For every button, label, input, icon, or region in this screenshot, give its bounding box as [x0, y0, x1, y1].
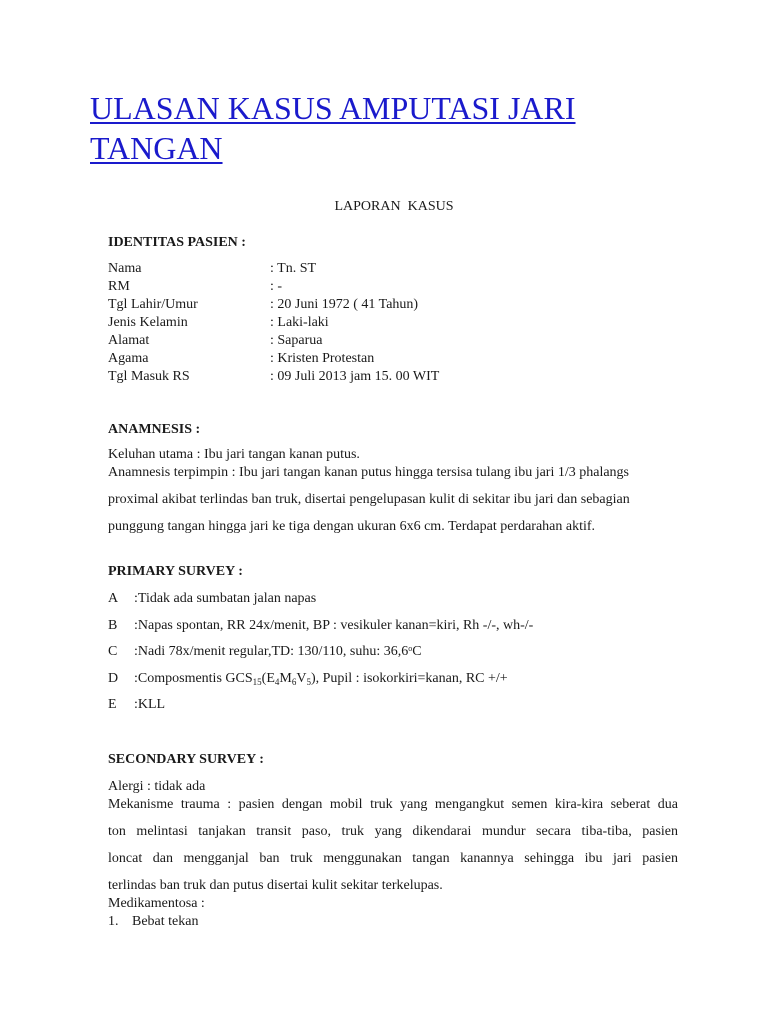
survey-text-part: C	[412, 644, 422, 659]
gcs-e-value: 4	[274, 676, 280, 687]
allergy-block	[108, 778, 678, 796]
survey-text-part: ), Pupil : isokorkiri=kanan, RC +/+	[310, 670, 508, 686]
survey-letter: B	[108, 617, 118, 633]
identity-value: : 20 Juni 1972 ( 41 Tahun)	[270, 297, 419, 312]
mechanism-block	[108, 796, 678, 895]
survey-text	[134, 644, 422, 660]
survey-text-part: :Nadi 78x/menit regular,TD: 130/110, suhu: 36,6	[134, 644, 409, 659]
anamnesis-line: proximal akibat terlindas ban truk, disertai pengelupasan kulit di sekitar ibu jari dan sebagian	[108, 492, 630, 507]
survey-item	[108, 591, 533, 618]
title-line-2: TANGAN	[90, 130, 223, 166]
mechanism-line: loncat dan mengganjal ban truk menggunakan tangan kanannya sehingga ibu jari pasien	[108, 851, 678, 866]
mechanism-line: terlindas ban truk dan putus disertai kulit sekitar terkelupas.	[108, 878, 443, 893]
survey-text: :KLL	[134, 697, 166, 712]
anamnesis-heading: ANAMNESIS :	[108, 422, 201, 437]
identity-value: : Kristen Protestan	[270, 351, 375, 366]
identity-heading: IDENTITAS PASIEN :	[108, 235, 246, 250]
identity-label: Agama	[108, 351, 149, 366]
identity-label: Tgl Lahir/Umur	[108, 297, 198, 312]
identity-label: RM	[108, 279, 130, 294]
survey-text: :Tidak ada sumbatan jalan napas	[134, 591, 317, 606]
identity-label: Nama	[108, 261, 142, 276]
identity-row	[108, 350, 439, 368]
survey-item	[108, 671, 533, 698]
identity-value: : Laki-laki	[270, 315, 329, 330]
survey-letter: A	[108, 591, 119, 606]
title-line-1: ULASAN KASUS AMPUTASI JARI	[90, 90, 576, 126]
identity-row	[108, 296, 439, 314]
identity-label: Tgl Masuk RS	[108, 369, 190, 384]
identity-row	[108, 278, 439, 296]
mechanism-line: ton melintasi tanjakan transit paso, truk yang dikendarai mundur secara tiba-tiba, pasien	[108, 824, 678, 839]
gcs-v: V	[296, 670, 307, 686]
identity-label: Alamat	[108, 333, 150, 348]
gcs-e: E	[266, 670, 275, 686]
secondary-survey-heading: SECONDARY SURVEY :	[108, 752, 264, 767]
identity-row	[108, 332, 439, 350]
medication-item	[108, 913, 678, 931]
gcs-m-value: 6	[291, 676, 297, 687]
anamnesis-complaint: Keluhan utama : Ibu jari tangan kanan putus.	[108, 447, 360, 462]
survey-item	[108, 644, 533, 671]
report-heading-text: LAPORAN KASUS	[334, 199, 454, 214]
survey-text: :Napas spontan, RR 24x/menit, BP : vesikuler kanan=kiri, Rh -/-, wh-/-	[134, 617, 534, 633]
survey-item	[108, 697, 533, 724]
anamnesis-complaint-block	[108, 446, 678, 464]
gcs-prefix: :Composmentis GCS	[134, 670, 253, 686]
gcs-m: M	[279, 670, 292, 686]
identity-value: : -	[270, 279, 283, 294]
identity-row	[108, 260, 439, 278]
survey-letter: D	[108, 670, 119, 686]
primary-survey-heading: PRIMARY SURVEY :	[108, 564, 243, 579]
document-title	[90, 88, 650, 168]
identity-row	[108, 314, 439, 332]
anamnesis-line: Anamnesis terpimpin : Ibu jari tangan kanan putus hingga tersisa tulang ibu jari 1/3 phalangs	[108, 465, 630, 480]
survey-text: :Composmentis $GCS_{15}(E_4M_6V_5)$, Pupil : isokorkiri=kanan, RC +/+	[134, 670, 508, 687]
identity-row	[108, 368, 439, 386]
primary-survey-list	[108, 591, 533, 724]
anamnesis-guided-block	[108, 464, 678, 545]
allergy-text: Alergi : tidak ada	[108, 779, 206, 794]
identity-value: : Saparua	[270, 333, 323, 348]
anamnesis-line: punggung tangan hingga jari ke tiga dengan ukuran 6x6 cm. Terdapat perdarahan aktif.	[108, 519, 596, 534]
identity-value: : 09 Juli 2013 jam 15. 00 WIT	[270, 369, 440, 384]
medication-text: Bebat tekan	[132, 914, 199, 929]
gcs-v-value: 5	[306, 676, 311, 687]
medication-block	[108, 895, 678, 931]
degree-mark: o	[408, 644, 413, 653]
identity-table	[108, 260, 439, 386]
medication-number: 1.	[108, 914, 119, 929]
identity-label: Jenis Kelamin	[108, 315, 188, 330]
identity-value: : Tn. ST	[270, 261, 317, 276]
survey-item	[108, 618, 533, 645]
survey-letter: E	[108, 697, 117, 712]
gcs-score: 15	[252, 676, 262, 687]
survey-letter: C	[108, 644, 118, 659]
report-heading	[0, 199, 768, 215]
medication-label: Medikamentosa :	[108, 896, 205, 911]
mechanism-line: Mekanisme trauma : pasien dengan mobil truk yang mengangkut semen kira-kira seberat dua	[108, 797, 678, 812]
